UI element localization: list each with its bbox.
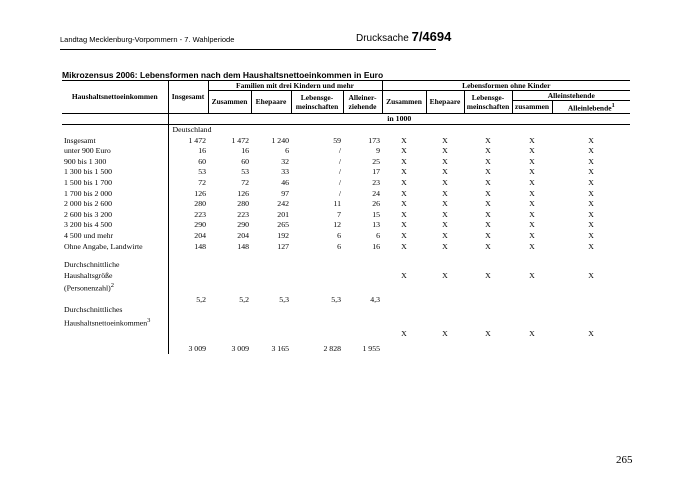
table-cell: 173 xyxy=(368,135,380,145)
col-lebensgemeinschaften: Lebensge-meinschaften xyxy=(291,91,343,114)
parliament-header: Landtag Mecklenburg-Vorpommern - 7. Wahlperiode xyxy=(60,35,235,44)
col-alleinerziehende: Alleiner-ziehende xyxy=(343,91,382,114)
summary-hh-label-2: Haushaltsgröße xyxy=(64,270,113,280)
table-cell: 53 xyxy=(241,167,249,177)
table-cell: 6 xyxy=(376,231,380,241)
row-label: 3 200 bis 4 500 xyxy=(64,220,113,230)
table-cell: X xyxy=(401,146,407,156)
table-cell: X xyxy=(401,199,407,209)
row-label: 1 500 bis 1 700 xyxy=(64,178,113,188)
table-cell: 11 xyxy=(333,199,341,209)
summary-ek-label-2: Haushaltsnettoeinkommen$^3$ xyxy=(64,316,151,328)
table-cell: X xyxy=(401,178,407,188)
income-table xyxy=(62,80,630,354)
table-row xyxy=(62,178,630,189)
summary-ek-x: X xyxy=(485,328,491,338)
table-cell: X xyxy=(401,156,407,166)
summary-hh-value: 4,3 xyxy=(370,294,380,304)
table-cell: 223 xyxy=(237,209,249,219)
table-cell: 6 xyxy=(285,146,289,156)
summary-ek-value: 1 955 xyxy=(362,343,380,353)
table-cell: 15 xyxy=(372,209,380,219)
table-cell: 17 xyxy=(372,167,380,177)
summary-ek-x: X xyxy=(529,328,535,338)
row-label: unter 900 Euro xyxy=(64,146,111,156)
doc-number: 7/4694 xyxy=(411,29,452,44)
table-cell: 290 xyxy=(237,220,249,230)
table-cell: X xyxy=(529,178,535,188)
table-cell: 201 xyxy=(277,209,289,219)
col-zusammen-ohne: Zusammen xyxy=(382,91,426,114)
summary-hh-value: 5,2 xyxy=(239,294,249,304)
row-label: Insgesamt xyxy=(64,135,96,145)
table-cell: 12 xyxy=(333,220,341,230)
table-cell: X xyxy=(485,241,491,251)
table-cell: 72 xyxy=(241,178,249,188)
table-cell: / xyxy=(338,167,341,177)
table-cell: / xyxy=(338,178,341,188)
table-cell: 97 xyxy=(281,188,289,198)
table-cell: X xyxy=(485,231,491,241)
summary-ek-label-1: Durchschnittliches xyxy=(64,305,123,315)
table-cell: 126 xyxy=(237,188,249,198)
table-cell: X xyxy=(442,178,448,188)
col-lebensgemeinschaften-ohne: Lebensge-meinschaften xyxy=(464,91,512,114)
table-cell: X xyxy=(529,188,535,198)
table-cell: 242 xyxy=(277,199,289,209)
table-cell: 6 xyxy=(337,241,341,251)
summary-ek-value: 2 828 xyxy=(323,343,341,353)
table-cell: X xyxy=(401,167,407,177)
table-cell: 32 xyxy=(281,156,289,166)
table-cell: X xyxy=(529,167,535,177)
table-row xyxy=(62,231,630,242)
table-cell: 1 472 xyxy=(168,136,208,147)
table-cell: 265 xyxy=(277,220,289,230)
col-alleinstehende-zusammen: zusammen xyxy=(512,101,552,114)
table-cell: 72 xyxy=(168,178,208,189)
table-cell: 59 xyxy=(333,135,341,145)
table-cell: 148 xyxy=(237,241,249,251)
summary-ek-x: X xyxy=(401,328,407,338)
table-cell: X xyxy=(401,135,407,145)
table-cell: 46 xyxy=(281,178,289,188)
table-cell: 13 xyxy=(372,220,380,230)
table-cell: X xyxy=(442,231,448,241)
table-cell: X xyxy=(529,231,535,241)
summary-ek-value: 3 009 xyxy=(231,343,249,353)
table-cell: X xyxy=(401,241,407,251)
table-cell: X xyxy=(588,188,594,198)
table-cell: 1 472 xyxy=(231,135,249,145)
table-row xyxy=(62,220,630,231)
row-label: 4 500 und mehr xyxy=(64,231,114,241)
table-cell: X xyxy=(485,188,491,198)
table-row xyxy=(62,157,630,168)
table-cell: 16 xyxy=(372,241,380,251)
row-label: 1 300 bis 1 500 xyxy=(64,167,113,177)
table-cell: X xyxy=(442,146,448,156)
table-cell: X xyxy=(442,209,448,219)
table-cell: X xyxy=(442,188,448,198)
table-cell: X xyxy=(588,199,594,209)
table-cell: 24 xyxy=(372,188,380,198)
summary-hh-value: 5,3 xyxy=(331,294,341,304)
table-cell: X xyxy=(442,156,448,166)
table-cell: 25 xyxy=(372,156,380,166)
table-cell: 204 xyxy=(237,231,249,241)
table-cell: 53 xyxy=(168,167,208,178)
col-zusammen: Zusammen xyxy=(208,91,251,114)
table-cell: X xyxy=(588,178,594,188)
table-row xyxy=(62,189,630,200)
summary-ek-x: X xyxy=(588,328,594,338)
summary-hh-x: X xyxy=(442,270,448,280)
summary-ek-value: 3 165 xyxy=(271,343,289,353)
table-cell: 290 xyxy=(168,220,208,231)
table-cell: 33 xyxy=(281,167,289,177)
summary-hh-label-3: (Personenzahl)$^2$ xyxy=(64,282,115,293)
doc-label: Drucksache xyxy=(356,33,409,44)
table-cell: 6 xyxy=(337,231,341,241)
table-cell: X xyxy=(442,167,448,177)
summary-ek-value: 3 009 xyxy=(168,344,208,355)
table-cell: X xyxy=(401,209,407,219)
table-cell: X xyxy=(442,220,448,230)
table-row xyxy=(62,242,630,253)
summary-hh-x: X xyxy=(588,270,594,280)
table-cell: 223 xyxy=(168,210,208,221)
table-row xyxy=(62,167,630,178)
summary-hh-value: 5,3 xyxy=(279,294,289,304)
group-kinder: Familien mit drei Kindern und mehr xyxy=(208,81,382,91)
table-cell: X xyxy=(529,220,535,230)
col-ehepaare: Ehepaare xyxy=(251,91,291,114)
table-cell: 1 240 xyxy=(271,135,289,145)
summary-ek-x: X xyxy=(442,328,448,338)
table-row xyxy=(62,136,630,147)
table-cell: X xyxy=(529,241,535,251)
table-cell: X xyxy=(485,156,491,166)
table-cell: 192 xyxy=(277,231,289,241)
table-cell: X xyxy=(442,199,448,209)
document-number xyxy=(356,29,451,44)
table-title: Mikrozensus 2006: Lebensformen nach dem Haushaltsnettoeinkommen in Euro xyxy=(62,70,384,80)
table-cell: 9 xyxy=(376,146,380,156)
summary-hh-value: 5,2 xyxy=(168,295,208,306)
row-label: Ohne Angabe, Landwirte xyxy=(64,241,143,251)
unit-label: in 1000 xyxy=(168,113,630,125)
table-cell: 204 xyxy=(168,231,208,242)
table-cell: X xyxy=(588,167,594,177)
table-cell: X xyxy=(529,146,535,156)
table-cell: X xyxy=(485,199,491,209)
table-cell: X xyxy=(588,209,594,219)
table-cell: 126 xyxy=(168,189,208,200)
table-cell: 7 xyxy=(337,209,341,219)
summary-hh-x: X xyxy=(529,270,535,280)
table-cell: X xyxy=(588,146,594,156)
table-cell: X xyxy=(401,188,407,198)
table-cell: X xyxy=(485,220,491,230)
table-cell: X xyxy=(588,241,594,251)
table-cell: X xyxy=(529,135,535,145)
table-cell: X xyxy=(588,135,594,145)
row-label: 900 bis 1 300 xyxy=(64,156,107,166)
table-row xyxy=(62,146,630,157)
table-cell: X xyxy=(485,167,491,177)
table-cell: X xyxy=(401,231,407,241)
row-label: 2 000 bis 2 600 xyxy=(64,199,113,209)
table-cell: 148 xyxy=(168,242,208,253)
col-ehepaare-ohne: Ehepaare xyxy=(426,91,464,114)
table-cell: 280 xyxy=(237,199,249,209)
region-label: Deutschland xyxy=(168,125,630,136)
row-label: 1 700 bis 2 000 xyxy=(64,188,113,198)
col-insgesamt: Insgesamt xyxy=(168,81,208,114)
summary-hh-label-1: Durchschnittliche xyxy=(64,260,120,270)
table-cell: X xyxy=(529,209,535,219)
row-label: 2 600 bis 3 200 xyxy=(64,209,113,219)
group-ohne-kinder: Lebensformen ohne Kinder xyxy=(382,81,630,91)
table-cell: / xyxy=(338,156,341,166)
table-cell: X xyxy=(442,241,448,251)
header-rule xyxy=(60,49,436,50)
table-cell: X xyxy=(485,209,491,219)
col-alleinlebende: Alleinlebende$^1$ xyxy=(552,101,630,114)
table-cell: X xyxy=(529,156,535,166)
table-cell: 16 xyxy=(168,146,208,157)
table-row xyxy=(62,199,630,210)
table-cell: X xyxy=(401,220,407,230)
table-cell: X xyxy=(485,178,491,188)
table-cell: X xyxy=(529,199,535,209)
table-cell: 23 xyxy=(372,178,380,188)
table-cell: X xyxy=(485,146,491,156)
table-cell: X xyxy=(485,135,491,145)
table-cell: / xyxy=(338,188,341,198)
page-number: 265 xyxy=(616,454,633,466)
table-row xyxy=(62,210,630,221)
summary-hh-x: X xyxy=(485,270,491,280)
table-cell: X xyxy=(588,231,594,241)
summary-hh-x: X xyxy=(401,270,407,280)
table-cell: 60 xyxy=(168,157,208,168)
table-cell: X xyxy=(588,220,594,230)
table-cell: 60 xyxy=(241,156,249,166)
table-cell: 127 xyxy=(277,241,289,251)
table-cell: 16 xyxy=(241,146,249,156)
table-cell: / xyxy=(338,146,341,156)
col-haushaltsnettoeinkommen: Haushaltsnettoeinkommen xyxy=(62,81,168,114)
group-alleinstehende: Alleinstehende xyxy=(512,91,630,101)
table-cell: X xyxy=(588,156,594,166)
table-cell: X xyxy=(442,135,448,145)
table-cell: 26 xyxy=(372,199,380,209)
table-cell: 280 xyxy=(168,199,208,210)
